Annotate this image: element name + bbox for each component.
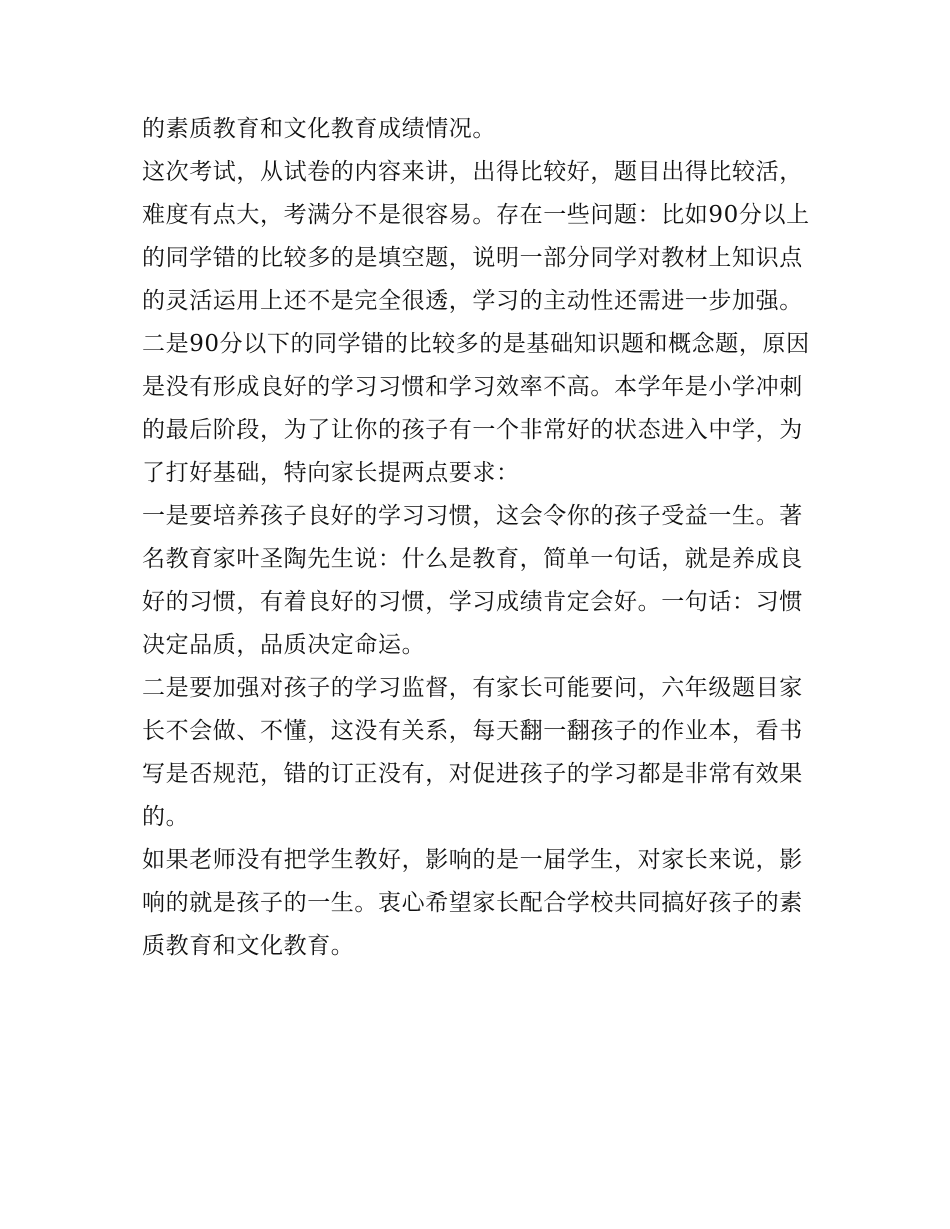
paragraph-exam-analysis: 这次考试，从试卷的内容来讲，出得比较好，题目出得比较活，难度有点大，考满分不是很容易。存在一些问题：比如90分以上的同学错的比较多的是填空题，说明一部分同学对教材上知识点的灵活运用上还不是完全很透，学习的主动性还需进一步加强。二是90分以下的同学错的比较多的是基础知识题和概念题，原因是没有形成良好的学习习惯和学习效率不高。本学年是小学冲刺的最后阶段，为了让你的孩子有一个非常好的状态进入中学，为了打好基础，特向家长提两点要求： bbox=[142, 159, 810, 486]
paragraph-requirement-one: 一是要培养孩子良好的学习习惯，这会令你的孩子受益一生。著名教育家叶圣陶先生说：什么是教育，简单一句话，就是养成良好的习惯，有着良好的习惯，学习成绩肯定会好。一句话：习惯决定品质，品质决定命运。 bbox=[142, 503, 803, 658]
paragraph-requirement-two: 二是要加强对孩子的学习监督，有家长可能要问，六年级题目家长不会做、不懂，这没有关系，每天翻一翻孩子的作业本，看书写是否规范，错的订正没有，对促进孩子的学习都是非常有效果的。 bbox=[142, 675, 803, 830]
document-body bbox=[142, 108, 814, 968]
paragraph-continuation: 的素质教育和文化教育成绩情况。 bbox=[142, 116, 496, 142]
paragraph-closing: 如果老师没有把学生教好，影响的是一届学生，对家长来说，影响的就是孩子的一生。衷心希望家长配合学校共同搞好孩子的素质教育和文化教育。 bbox=[142, 847, 803, 959]
